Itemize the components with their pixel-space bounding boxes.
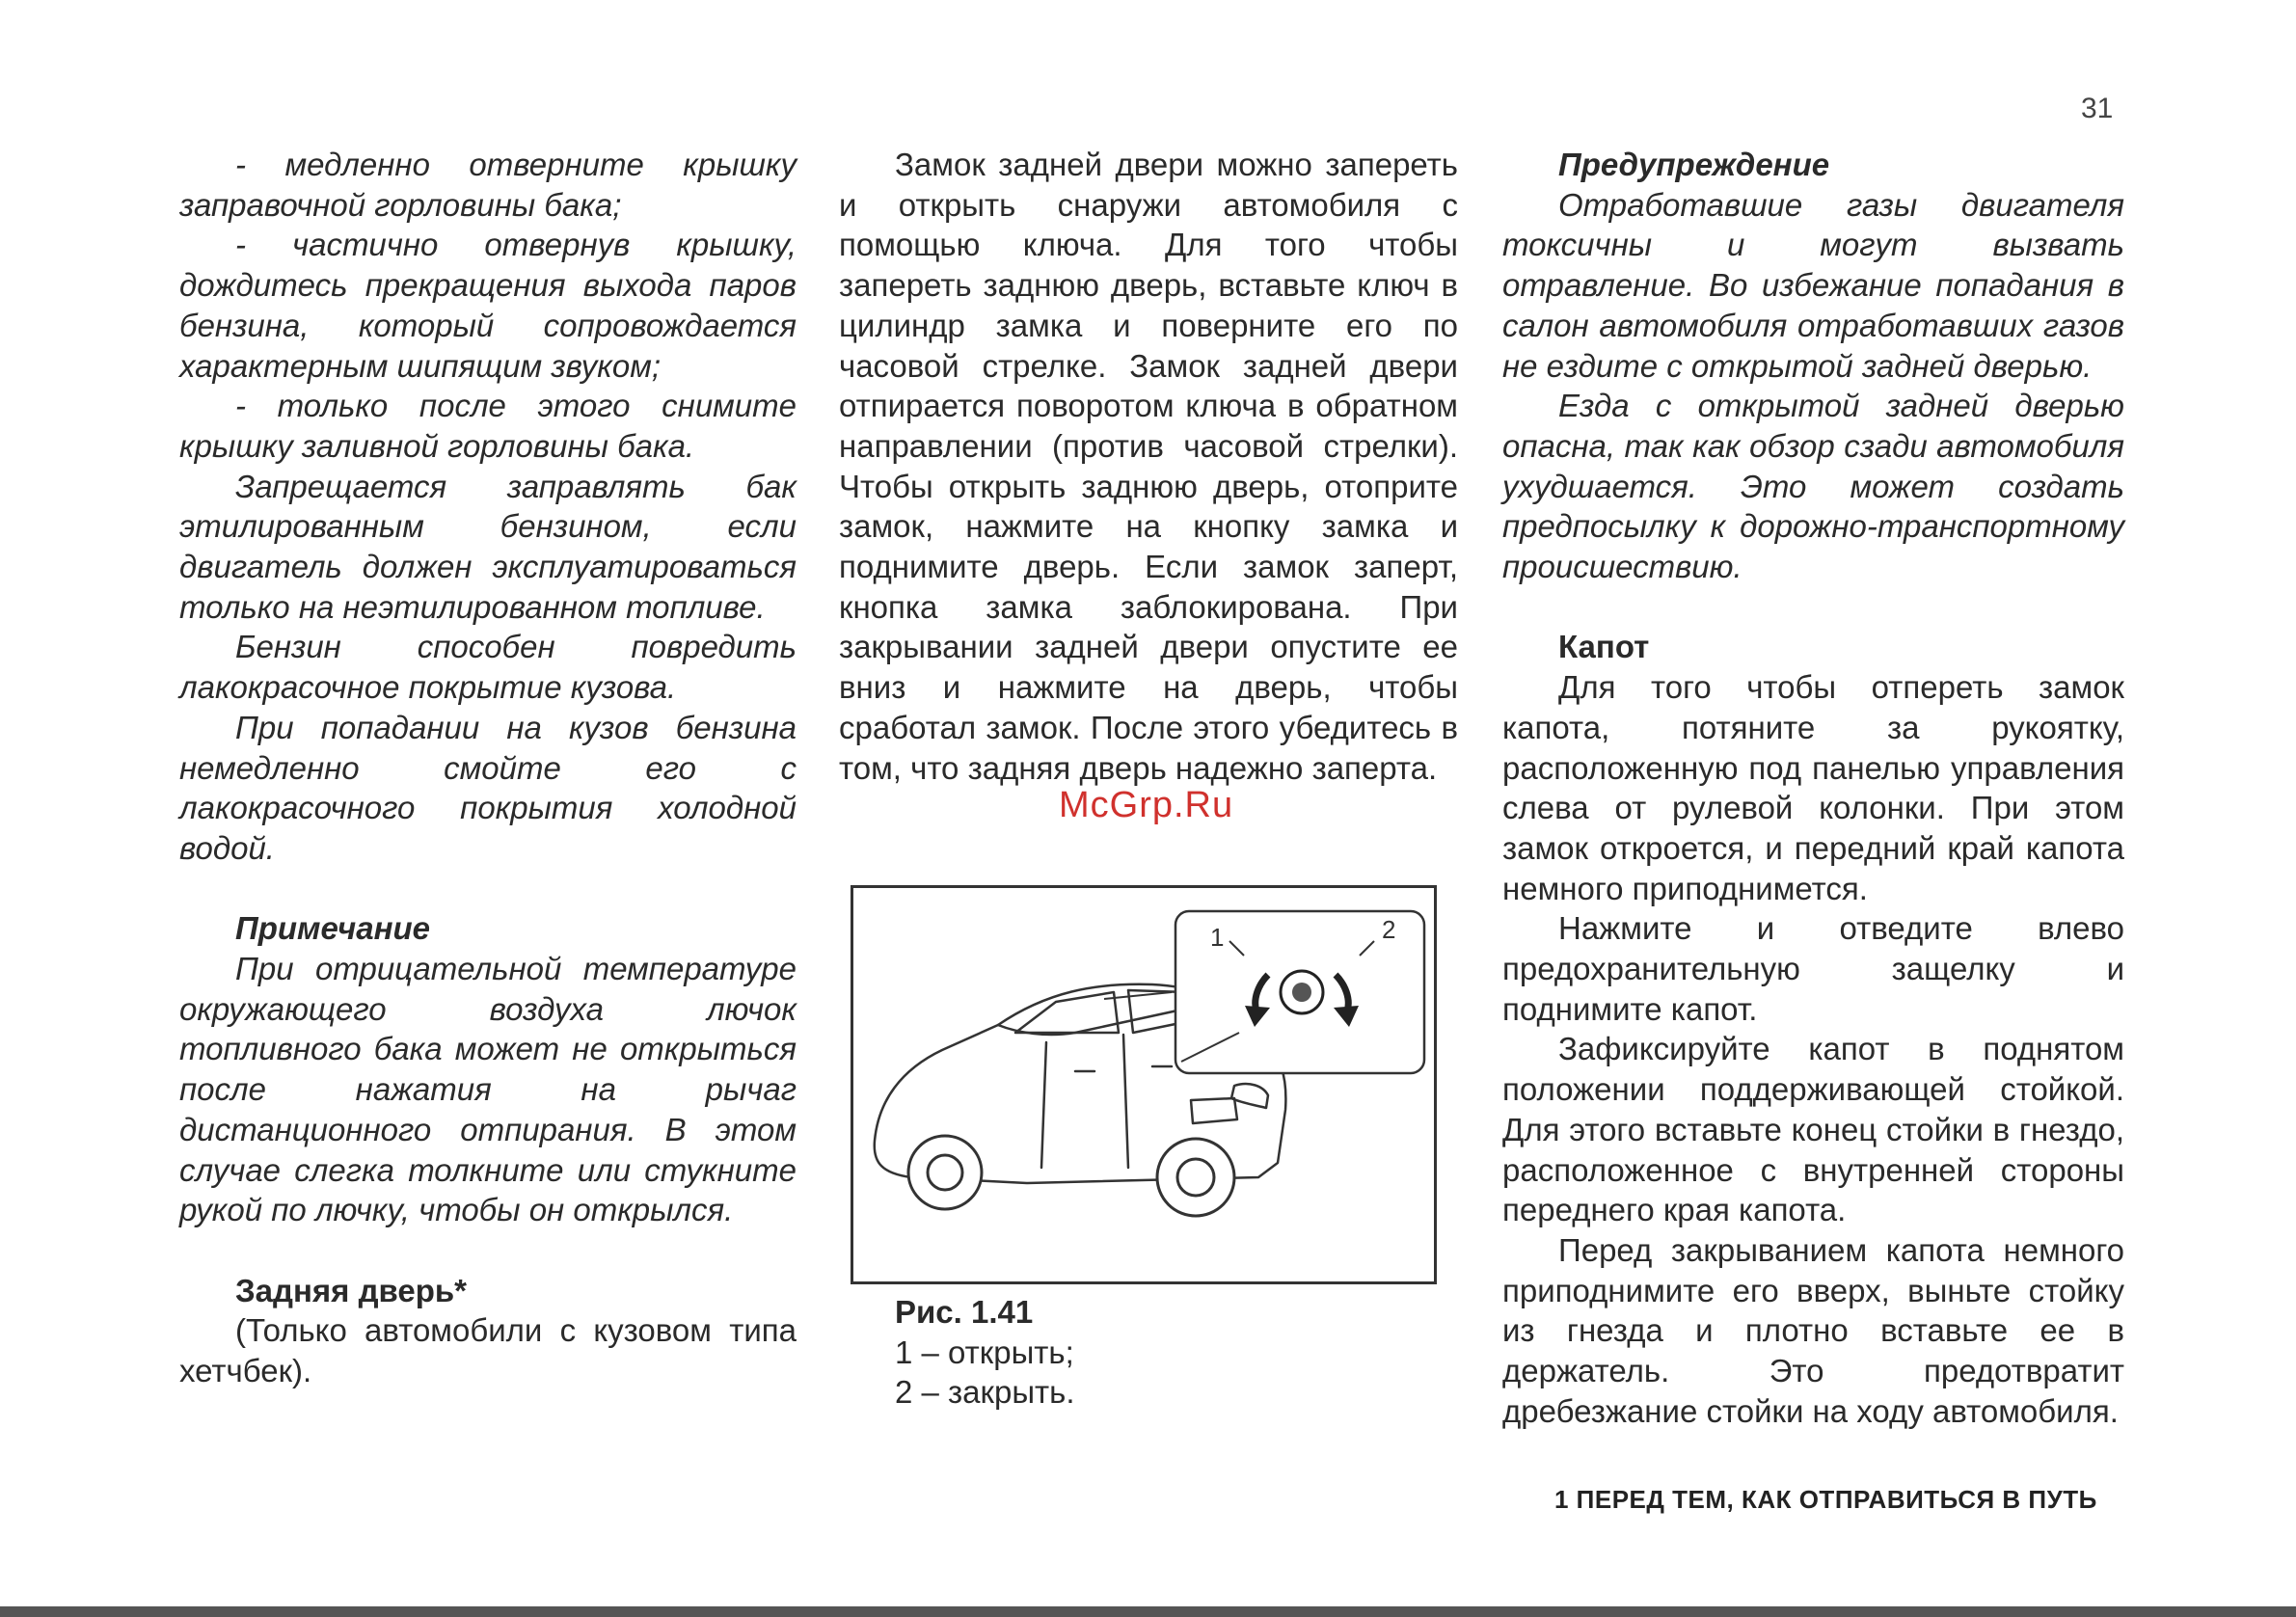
warning-paragraph-1: Отработавшие газы двигателя токсичны и могут вызвать отравление. Во избежание попадания в салон автомобиля отработавших газов не ездите с открытой задней дверью.	[1502, 186, 2124, 384]
caption-title: Рис. 1.41	[895, 1294, 1034, 1330]
rear-wheel	[1157, 1139, 1234, 1216]
running-footer: 1 ПЕРЕД ТЕМ, КАК ОТПРАВИТЬСЯ В ПУТЬ	[1554, 1485, 2097, 1514]
figure-1-41	[851, 885, 1437, 1284]
left-paragraph-4: Запрещается заправлять бак этилированным бензином, если двигатель должен эксплуатироваться только на неэтилированном топливе.	[179, 468, 797, 625]
right-column	[1502, 145, 2124, 1431]
page-number: 31	[2081, 93, 2114, 124]
license-plate-area	[1191, 1098, 1237, 1123]
watermark: McGrp.Ru	[1059, 785, 1234, 825]
hood-paragraph-4: Перед закрыванием капота немного приподнимите его вверх, выньте стойку из гнезда и плотно вставьте ее в держатель. Это предотвратит дребезжание стойки на ходу автомобиля.	[1502, 1231, 2124, 1429]
figure-label-2: 2	[1382, 915, 1396, 944]
figure-caption	[895, 1292, 1075, 1413]
figure-label-1: 1	[1210, 923, 1225, 952]
warning-heading: Предупреждение	[1558, 147, 1830, 182]
left-column	[179, 145, 797, 1391]
hood-paragraph-3: Зафиксируйте капот в поднятом положении поддерживающей стойкой. Для этого вставьте конец стойки в гнездо, расположенное с внутренней стороны переднего края капота.	[1502, 1031, 2124, 1228]
caption-line-1: 1 – открыть;	[895, 1334, 1074, 1370]
middle-column	[839, 145, 1458, 788]
lock-keyhole	[1292, 983, 1311, 1002]
left-paragraph-5: Бензин способен повредить лакокрасочное покрытие кузова.	[179, 629, 797, 706]
warning-paragraph-2: Езда с открытой задней дверью опасна, так как обзор сзади автомобиля ухудшается. Это может создать предпосылку к дорожно-транспортному происшествию.	[1502, 388, 2124, 585]
hood-paragraph-2: Нажмите и отведите влево предохранительную защелку и поднимите капот.	[1502, 910, 2124, 1027]
rear-door-heading: Задняя дверь*	[235, 1272, 468, 1308]
left-paragraph-3: - только после этого снимите крышку заливной горловины бака.	[179, 388, 797, 464]
note-text: При отрицательной температуре окружающего воздуха лючок топливного бака может не открыться после нажатия на рычаг дистанционного отпирания. В этом случае слегка толкните или стукните рукой по лючку, чтобы он открылся.	[179, 951, 797, 1228]
rear-door-text: (Только автомобили с кузовом типа хетчбек).	[179, 1312, 797, 1389]
hood-paragraph-1: Для того чтобы отпереть замок капота, потяните за рукоятку, расположенную под панелью управления слева от рулевой колонки. При этом замок откроется, и передний край капота немного приподнимется.	[1502, 669, 2124, 906]
left-paragraph-6: При попадании на кузов бензина немедленно смойте его с лакокрасочного покрытия холодной водой.	[179, 709, 797, 866]
note-heading: Примечание	[235, 910, 431, 947]
car-tail-light	[1231, 1084, 1268, 1108]
left-paragraph-2: - частично отвернув крышку, дождитесь прекращения выхода паров бензина, который сопровождается характерным шипящим звуком;	[179, 227, 797, 384]
left-paragraph-1: - медленно отверните крышку заправочной горловины бака;	[179, 147, 797, 223]
hatchback-rear-door-illustration	[853, 888, 1434, 1281]
hood-heading: Капот	[1558, 629, 1650, 665]
bottom-scan-edge	[0, 1606, 2296, 1617]
car-door-line	[1041, 1035, 1128, 1168]
middle-paragraph-1: Замок задней двери можно запереть и открыть снаружи автомобиля с помощью ключа. Для того чтобы запереть заднюю дверь, вставьте ключ в цилиндр замка и поверните его по часовой стрелке. Замок задней двери отпирается поворотом ключа в обратном направлении (против часовой стрелки). Чтобы открыть заднюю дверь, отоприте замок, нажмите на кнопку замка и поднимите дверь. Если замок заперт, кнопка замка заблокирована. При закрывании задней двери опустите ее вниз и нажмите на дверь, чтобы сработал замок. После этого убедитесь в том, что задняя дверь надежно заперта.	[839, 147, 1458, 786]
caption-line-2: 2 – закрыть.	[895, 1374, 1075, 1411]
front-wheel	[908, 1136, 982, 1209]
